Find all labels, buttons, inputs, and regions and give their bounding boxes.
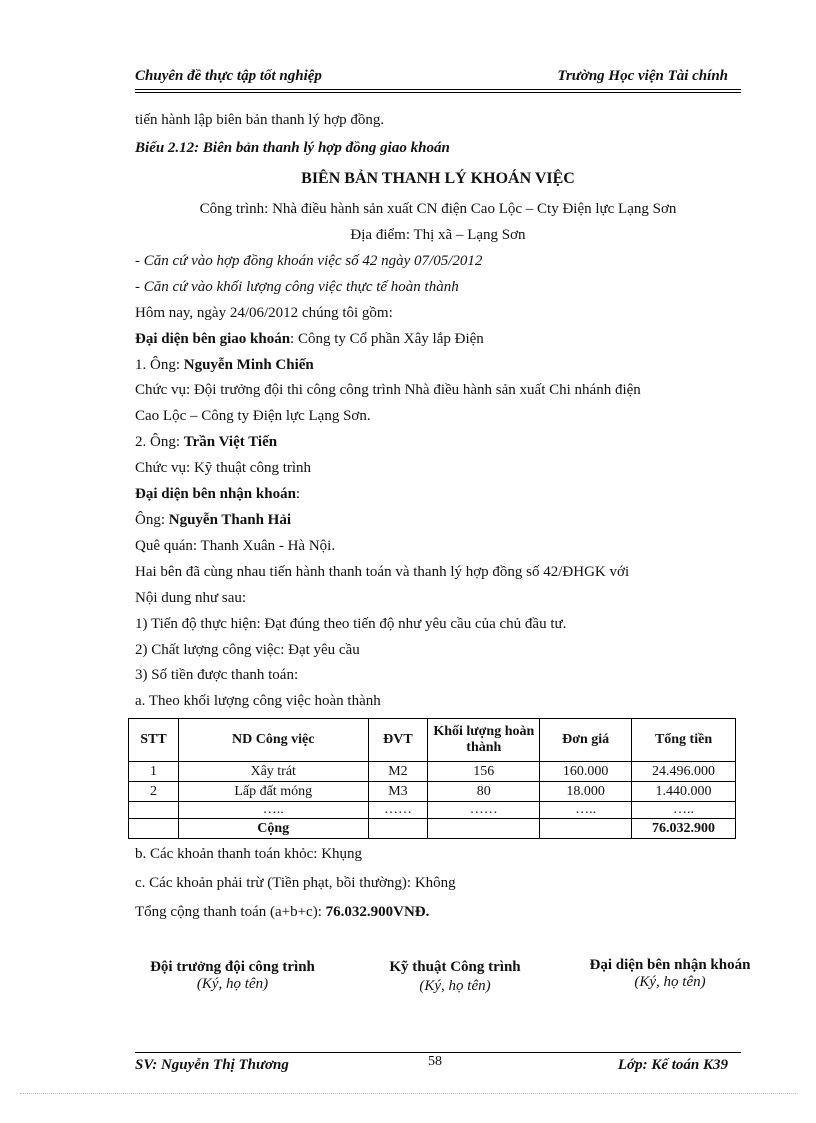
table-cell: Xây trát [178, 762, 368, 782]
receiver-label: Đại diện bên nhận khoán [135, 486, 296, 502]
signature-sub: (Ký, họ tên) [634, 974, 706, 990]
signature-sub: (Ký, họ tên) [196, 976, 269, 992]
item-a: a. Theo khối lượng công việc hoàn thành [135, 693, 381, 709]
settlement-table [128, 718, 736, 839]
table-row [129, 802, 736, 819]
receiver-line [135, 486, 300, 503]
giver-line [135, 331, 484, 348]
col-header-quantity: Khối lượng hoàn thành [428, 719, 540, 762]
page-edge-dotted-line [20, 1093, 796, 1094]
item-1: 1) Tiến độ thực hiện: Đạt đúng theo tiến độ như yêu cầu của chủ đầu tư. [135, 616, 567, 632]
signature-sub: (Ký, họ tên) [419, 978, 491, 994]
signature-block-3 [555, 957, 785, 991]
table-cell: 1 [129, 762, 179, 782]
person-3-prefix: Ông: [135, 512, 169, 528]
table-cell: 2 [129, 782, 179, 802]
signature-title: Đại diện bên nhận khoán [589, 957, 751, 973]
table-row [129, 762, 736, 782]
signature-block-1 [120, 959, 345, 993]
date-line: Hôm nay, ngày 24/06/2012 chúng tôi gồm: [135, 305, 393, 321]
table-cell: 18.000 [540, 782, 632, 802]
table-cell: 156 [428, 762, 540, 782]
item-c: c. Các khoản phải trừ (Tiền phạt, bồi thường): Không [135, 875, 456, 891]
table-cell: 80 [428, 782, 540, 802]
table-cell: ….. [632, 802, 736, 819]
item-3: 3) Số tiền được thanh toán: [135, 667, 299, 683]
table-cell: M2 [368, 762, 428, 782]
col-header-total: Tổng tiền [632, 719, 736, 762]
giver-label: Đại diện bên giao khoán [135, 331, 291, 347]
person-1-role-2: Cao Lộc – Công ty Điện lực Lạng Sơn. [135, 408, 371, 424]
table-cell: …… [428, 802, 540, 819]
settlement-line-2: Nội dung như sau: [135, 590, 247, 606]
project-line: Công trình: Nhà điều hành sản xuất CN điện Cao Lộc – Cty Điện lực Lạng Sơn [199, 201, 677, 217]
giver-value: : Công ty Cổ phần Xây lắp Điện [290, 331, 484, 347]
caption: Biểu 2.12: Biên bản thanh lý hợp đồng giao khoán [135, 140, 450, 156]
table-cell: 160.000 [540, 762, 632, 782]
table-cell: M3 [368, 782, 428, 802]
basis-2: - Căn cứ vào khối lượng công việc thực tế hoàn thành [135, 279, 459, 295]
table-row [129, 782, 736, 802]
total-label: Cộng [178, 819, 368, 839]
person-1-name: Nguyễn Minh Chiến [183, 357, 314, 373]
col-header-stt: STT [129, 719, 179, 762]
person-1-prefix: 1. Ông: [135, 357, 184, 373]
basis-1: - Căn cứ vào hợp đồng khoán việc số 42 ngày 07/05/2012 [135, 253, 483, 269]
person-2-prefix: 2. Ông: [135, 434, 184, 450]
page-number: 58 [428, 1054, 442, 1069]
person-3-name: Nguyễn Thanh Hải [168, 512, 292, 528]
signature-title: Đội trưởng đội công trình [150, 959, 315, 975]
footer-student: SV: Nguyễn Thị Thương [135, 1057, 289, 1073]
table-cell [129, 802, 179, 819]
person-2-name: Trần Việt Tiến [183, 434, 278, 450]
footer-class: Lớp: Kế toán K39 [617, 1057, 728, 1073]
person-1-line [135, 357, 314, 374]
item-b: b. Các khoản thanh toán khỏc: Khụng [135, 846, 363, 862]
col-header-task: ND Công việc [178, 719, 368, 762]
header-right: Trường Học viện Tài chính [557, 68, 728, 84]
header-left: Chuyên đề thực tập tốt nghiệp [135, 68, 322, 84]
header-rule-2 [135, 92, 741, 93]
table-cell: ….. [178, 802, 368, 819]
table-cell: 24.496.000 [632, 762, 736, 782]
footer-rule [135, 1052, 741, 1053]
signature-block-2 [355, 959, 555, 995]
table-total-row [129, 819, 736, 839]
table-cell: …… [368, 802, 428, 819]
table-cell: ….. [540, 802, 632, 819]
total-value: 76.032.900 [632, 819, 736, 839]
total-amount: 76.032.900VNĐ. [325, 904, 430, 920]
table-cell: Lấp đất móng [178, 782, 368, 802]
intro-text: tiến hành lập biên bản thanh lý hợp đồng. [135, 112, 385, 128]
person-2-line [135, 434, 277, 451]
total-prefix: Tổng cộng thanh toán (a+b+c): [135, 904, 326, 920]
header-rule [135, 89, 741, 90]
location-line: Địa điểm: Thị xã – Lạng Sơn [350, 227, 526, 243]
col-header-unit-price: Đơn giá [540, 719, 632, 762]
person-3-line [135, 512, 291, 529]
receiver-colon: : [295, 486, 301, 502]
item-2: 2) Chất lượng công việc: Đạt yêu cầu [135, 642, 360, 658]
document-title: BIÊN BẢN THANH LÝ KHOÁN VIỆC [301, 170, 575, 187]
settlement-line-1: Hai bên đã cùng nhau tiến hành thanh toán và thanh lý hợp đồng số 42/ĐHGK với [135, 564, 630, 580]
signature-title: Kỹ thuật Công trình [389, 959, 521, 975]
table-cell: 1.440.000 [632, 782, 736, 802]
person-1-role-1: Chức vụ: Đội trưởng đội thi công công trình Nhà điều hành sản xuất Chi nhánh điện [135, 382, 641, 398]
hometown-line: Quê quán: Thanh Xuân - Hà Nội. [135, 538, 336, 554]
table-header-row [129, 719, 736, 762]
total-line [135, 904, 429, 921]
col-header-unit: ĐVT [368, 719, 428, 762]
person-2-role: Chức vụ: Kỹ thuật công trình [135, 460, 312, 476]
